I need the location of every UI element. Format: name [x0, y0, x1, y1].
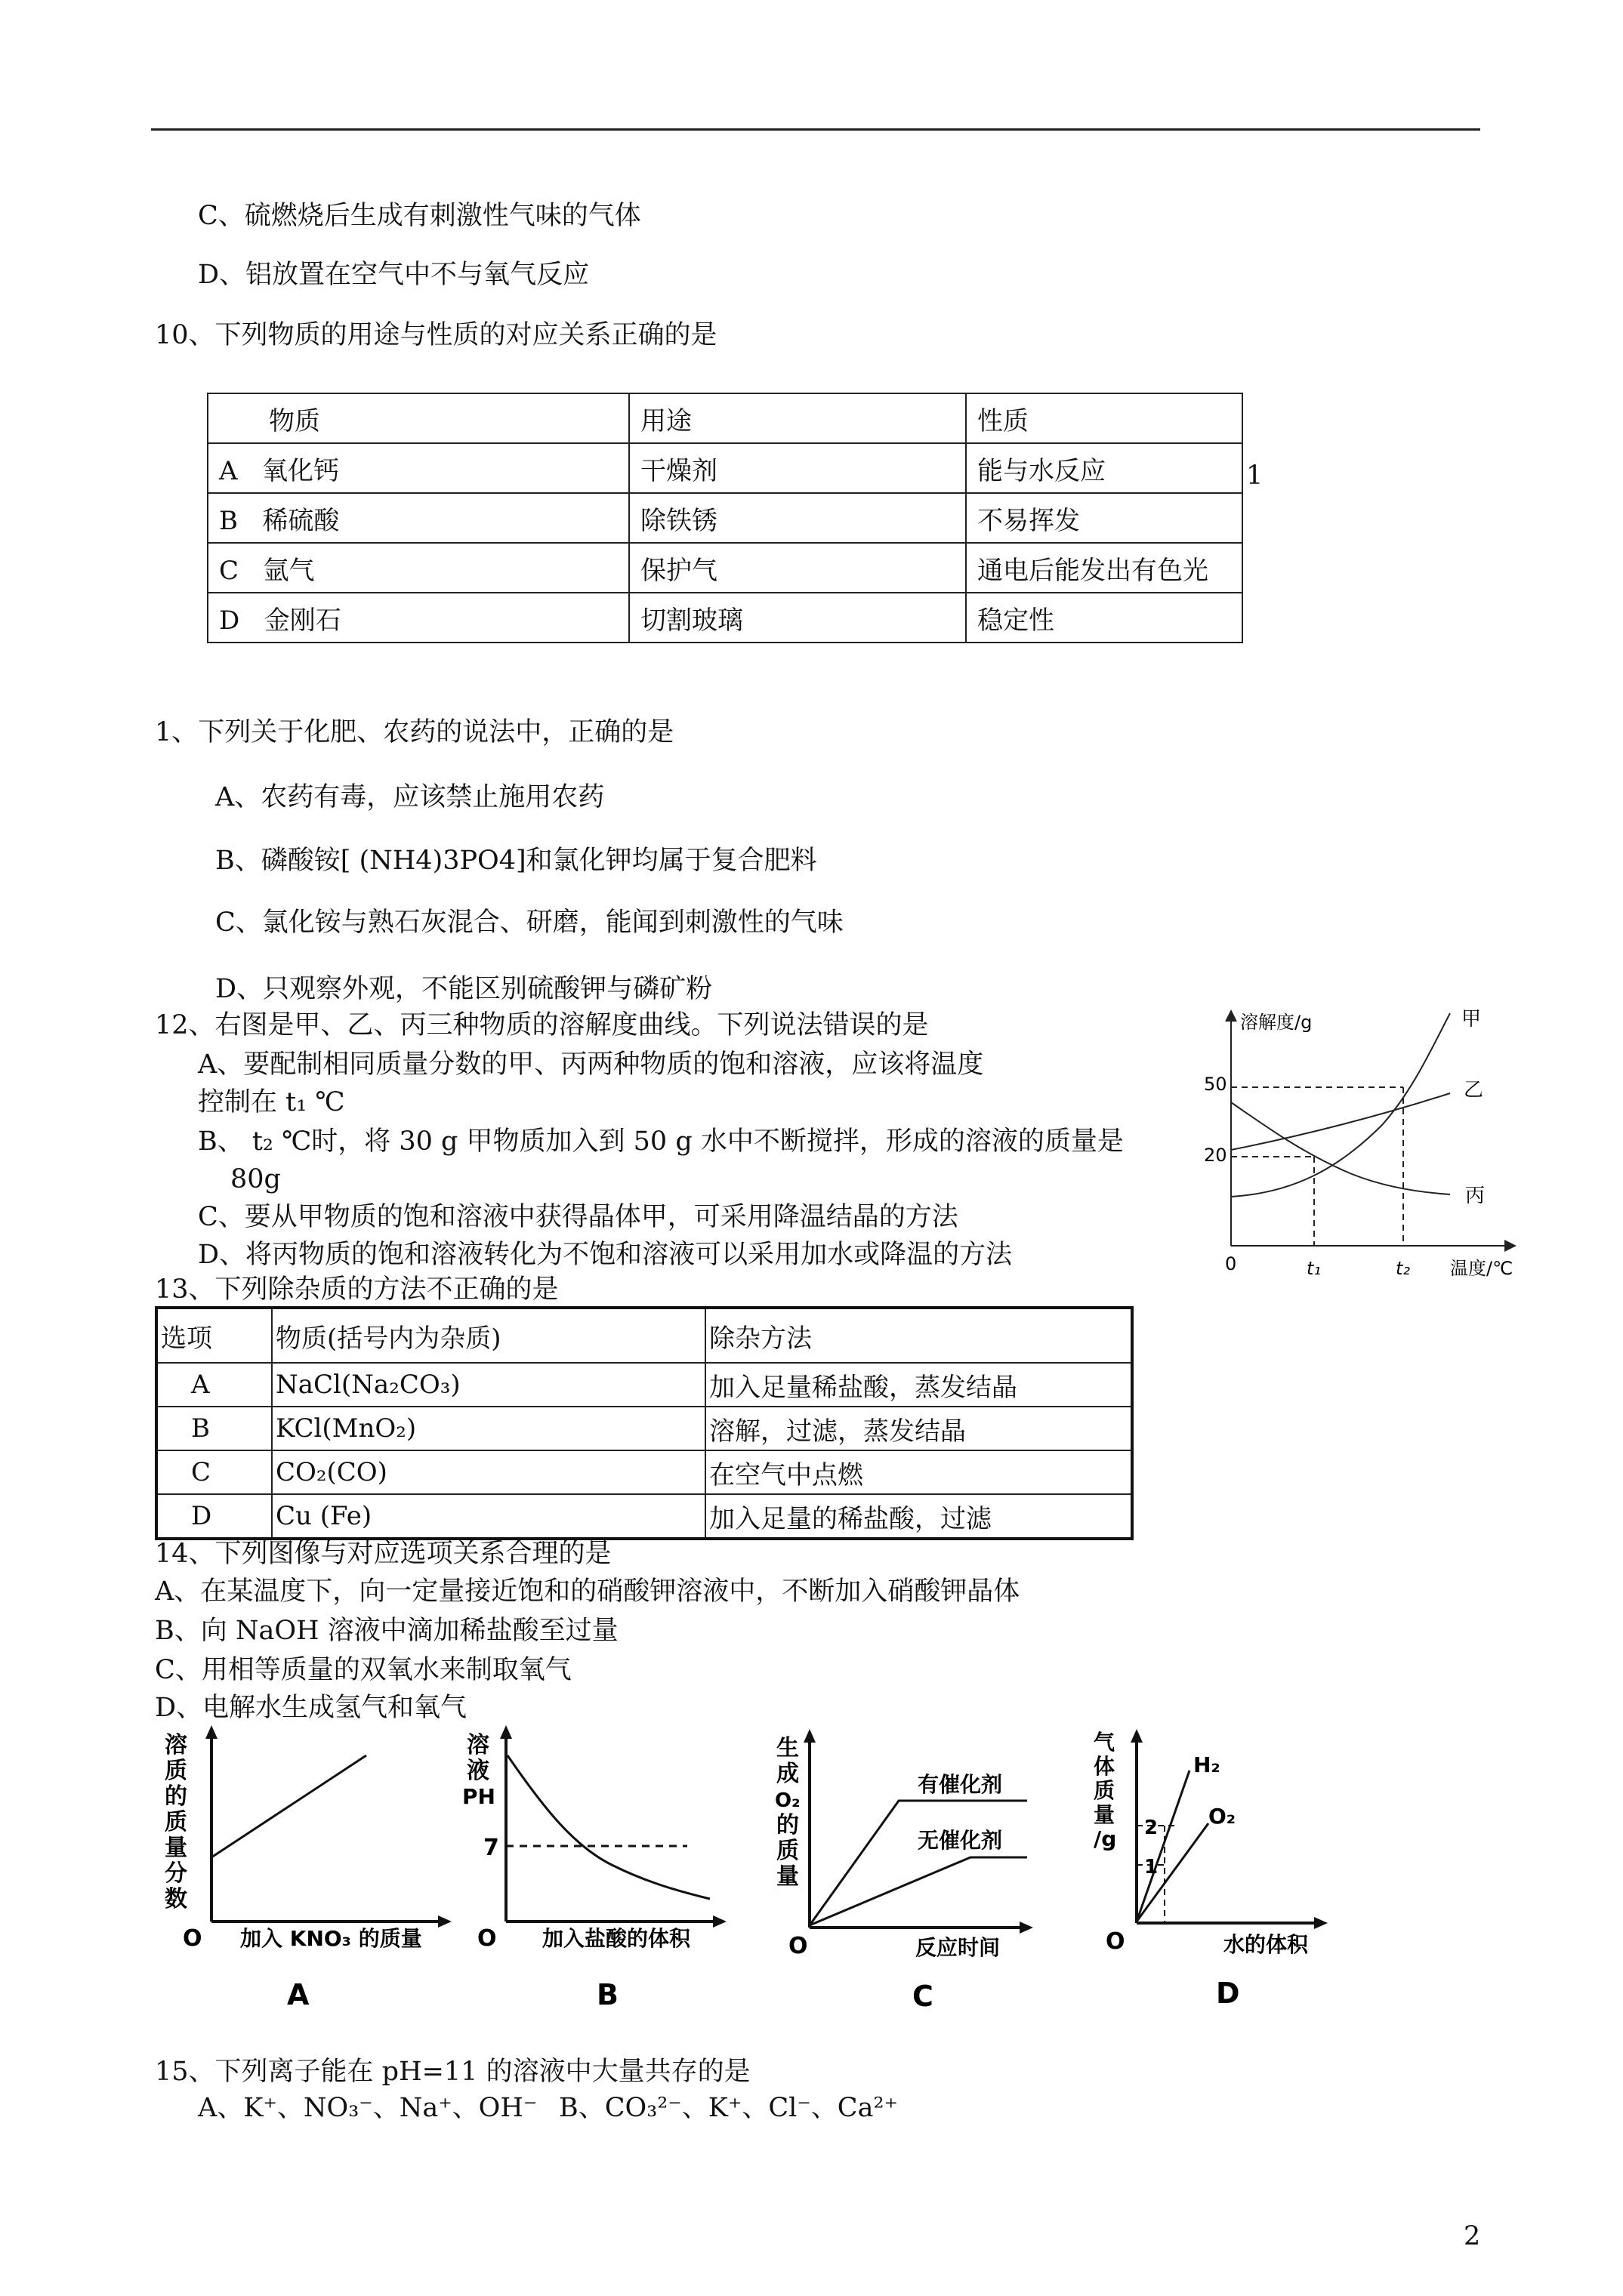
svg-text:量: 量 — [776, 1863, 799, 1890]
figure-d — [1080, 1725, 1337, 2012]
table-cell: D — [156, 1494, 272, 1539]
table-cell: A — [156, 1363, 272, 1407]
svg-text:的: 的 — [776, 1812, 799, 1838]
q14-option-a: A、在某温度下，向一定量接近饱和的硝酸钾溶液中，不断加入硝酸钾晶体 — [155, 1576, 1020, 1607]
q12-stem: 12、右图是甲、乙、丙三种物质的溶解度曲线。下列说法错误的是 — [155, 1010, 929, 1040]
margin-mark: 1 — [1246, 461, 1264, 491]
tick-label: 1 — [1144, 1856, 1159, 1878]
y-tick-label: 50 — [1204, 1074, 1227, 1095]
table-cell: D 金刚石 — [208, 593, 629, 643]
table-row — [156, 1494, 1132, 1539]
series-label: O₂ — [1208, 1804, 1236, 1829]
table-row — [208, 543, 1242, 593]
x-axis-label: 温度/℃ — [1450, 1258, 1513, 1279]
table-cell: A 氧化钙 — [208, 443, 629, 493]
series-bing-curve — [1231, 1102, 1450, 1194]
figure-b-ylabel: PH — [462, 1784, 495, 1809]
series-label: 无催化剂 — [918, 1828, 1003, 1853]
table-cell: 稳定性 — [966, 593, 1242, 643]
q15-option-a: A、K⁺、NO₃⁻、Na⁺、OH⁻ — [198, 2093, 538, 2123]
q15-option-b: B、CO₃²⁻、K⁺、Cl⁻、Ca²⁺ — [559, 2093, 898, 2123]
y-tick-label: 20 — [1204, 1145, 1227, 1166]
q10-table — [207, 393, 1243, 643]
q12-option-c: C、要从甲物质的饱和溶液中获得晶体甲，可采用降温结晶的方法 — [198, 1202, 958, 1232]
figure-b — [461, 1725, 748, 2012]
q12-option-b-line2: 80g — [230, 1164, 281, 1194]
svg-text:质: 质 — [776, 1838, 799, 1864]
figure-c-xlabel: 反应时间 — [915, 1935, 1001, 1960]
q12-option-a-line2: 控制在 t₁ ℃ — [198, 1087, 345, 1117]
svg-text:体: 体 — [1094, 1754, 1115, 1779]
table-cell: C 氩气 — [208, 543, 629, 593]
svg-text:溶: 溶 — [165, 1732, 187, 1758]
table-header-row — [208, 393, 1242, 443]
origin-label: O — [788, 1933, 808, 1959]
svg-text:的: 的 — [165, 1783, 187, 1810]
table-cell: 切割玻璃 — [629, 593, 966, 643]
arrow-icon — [205, 1725, 218, 1739]
q14-stem: 14、下列图像与对应选项关系合理的是 — [155, 1539, 612, 1569]
table-cell: 除铁锈 — [629, 493, 966, 543]
q11-stem: 1、下列关于化肥、农药的说法中，正确的是 — [155, 717, 674, 747]
q12-option-b-line1: B、 t₂ ℃时，将 30 g 甲物质加入到 50 g 水中不断搅拌，形成的溶液的质量是 — [198, 1126, 1124, 1157]
origin-label: O — [477, 1925, 497, 1952]
solubility-chart — [1201, 1004, 1518, 1291]
origin-label: 0 — [1225, 1253, 1237, 1274]
arrow-icon — [438, 1915, 452, 1928]
table-header-cell: 性质 — [966, 393, 1242, 443]
y-axis-label: 溶解度/g — [1240, 1012, 1313, 1033]
svg-text:生: 生 — [776, 1735, 799, 1761]
q9-option-c: C、硫燃烧后生成有刺激性气味的气体 — [198, 201, 641, 231]
figure-a-ylabel — [165, 1732, 187, 1912]
q12-option-a-line1: A、要配制相同质量分数的甲、丙两种物质的饱和溶液，应该将温度 — [198, 1049, 984, 1080]
table-cell: 不易挥发 — [966, 493, 1242, 543]
svg-text:成: 成 — [776, 1761, 799, 1787]
figure-c — [770, 1725, 1057, 2012]
table-cell: Cu (Fe) — [272, 1494, 705, 1539]
svg-text:O₂: O₂ — [775, 1789, 801, 1812]
table-row — [208, 493, 1242, 543]
table-cell: 加入足量的稀盐酸，过滤 — [705, 1494, 1132, 1539]
q11-option-a: A、农药有毒，应该禁止施用农药 — [215, 782, 605, 812]
page-number: 2 — [1464, 2221, 1481, 2251]
series-label: 乙 — [1464, 1079, 1484, 1102]
table-header-cell: 物质(括号内为杂质) — [272, 1308, 705, 1363]
table-cell: 通电后能发出有色光 — [966, 543, 1242, 593]
arrow-icon — [804, 1729, 816, 1743]
q9-option-d: D、铝放置在空气中不与氧气反应 — [198, 260, 590, 290]
series-yi-curve — [1231, 1093, 1450, 1150]
table-cell: 在空气中点燃 — [705, 1450, 1132, 1494]
figure-b-curve — [508, 1755, 710, 1899]
arrow-icon — [500, 1725, 512, 1739]
q11-option-c: C、氯化铵与熟石灰混合、研磨，能闻到刺激性的气味 — [215, 908, 844, 938]
table-header-cell: 选项 — [156, 1308, 272, 1363]
svg-text:质: 质 — [165, 1809, 187, 1835]
figure-b-xlabel: 加入盐酸的体积 — [542, 1926, 691, 1951]
figure-b-ylabel: 溶 — [467, 1732, 489, 1758]
figure-a-xlabel: 加入 KNO₃ 的质量 — [240, 1926, 422, 1951]
svg-text:/g: /g — [1094, 1826, 1117, 1851]
figure-c-caption: C — [912, 1980, 933, 2012]
q11-option-b: B、磷酸铵[ (NH4)3PO4]和氯化钾均属于复合肥料 — [215, 846, 817, 876]
q12-option-d: D、将丙物质的饱和溶液转化为不饱和溶液可以采用加水或降温的方法 — [198, 1240, 1013, 1270]
figure-a-line — [211, 1755, 366, 1857]
h2-line — [1137, 1771, 1189, 1922]
origin-label: O — [183, 1925, 202, 1952]
table-header-cell: 用途 — [629, 393, 966, 443]
table-cell: 保护气 — [629, 543, 966, 593]
svg-text:量: 量 — [1094, 1802, 1115, 1827]
arrow-icon — [1131, 1729, 1143, 1743]
series-label: H₂ — [1193, 1752, 1220, 1777]
arrow-icon — [713, 1915, 727, 1928]
table-cell: 加入足量稀盐酸，蒸发结晶 — [705, 1363, 1132, 1407]
table-cell: 溶解，过滤，蒸发结晶 — [705, 1407, 1132, 1450]
figure-d-ylabel — [1094, 1730, 1116, 1851]
table-cell: C — [156, 1450, 272, 1494]
q13-stem: 13、下列除杂质的方法不正确的是 — [155, 1274, 559, 1305]
q10-stem: 10、下列物质的用途与性质的对应关系正确的是 — [155, 320, 717, 350]
q14-option-b: B、向 NaOH 溶液中滴加稀盐酸至过量 — [155, 1616, 619, 1646]
table-header-row — [156, 1308, 1132, 1363]
svg-text:气: 气 — [1094, 1730, 1115, 1755]
table-cell: B 稀硫酸 — [208, 493, 629, 543]
table-row — [208, 593, 1242, 643]
x-tick-label: t₁ — [1307, 1258, 1322, 1279]
svg-text:分: 分 — [165, 1860, 187, 1887]
figure-c-ylabel — [775, 1735, 801, 1890]
catalyst-line — [810, 1801, 1027, 1925]
table-row — [156, 1407, 1132, 1450]
arrow-icon — [1314, 1917, 1328, 1929]
figure-a — [159, 1725, 476, 2012]
q14-option-c: C、用相等质量的双氧水来制取氧气 — [155, 1655, 572, 1685]
table-header-cell: 除杂方法 — [705, 1308, 1132, 1363]
q14-option-d: D、电解水生成氢气和氧气 — [155, 1693, 467, 1723]
table-cell: NaCl(Na₂CO₃) — [272, 1363, 705, 1407]
svg-text:数: 数 — [165, 1886, 187, 1912]
figure-d-xlabel: 水的体积 — [1223, 1932, 1309, 1957]
q15-stem: 15、下列离子能在 pH=11 的溶液中大量共存的是 — [155, 2057, 751, 2087]
table-cell: 能与水反应 — [966, 443, 1242, 493]
figure-b-caption: B — [597, 1978, 619, 2011]
svg-text:质: 质 — [165, 1758, 187, 1784]
table-cell: CO₂(CO) — [272, 1450, 705, 1494]
figure-b-ylabel: 液 — [467, 1758, 489, 1784]
x-tick-label: t₂ — [1396, 1258, 1411, 1279]
q11-option-d: D、只观察外观，不能区别硫酸钾与磷矿粉 — [215, 974, 713, 1004]
series-label: 甲 — [1461, 1008, 1482, 1031]
table-row — [208, 443, 1242, 493]
table-cell: B — [156, 1407, 272, 1450]
series-label: 有催化剂 — [918, 1772, 1003, 1797]
series-label: 丙 — [1465, 1185, 1486, 1207]
svg-text:量: 量 — [165, 1835, 187, 1861]
figure-d-caption: D — [1216, 1977, 1240, 2010]
figure-a-caption: A — [287, 1978, 310, 2011]
origin-label: O — [1106, 1928, 1125, 1955]
arrow-icon — [1020, 1922, 1033, 1934]
tick-label: 2 — [1144, 1817, 1159, 1839]
tick-label: 7 — [483, 1835, 499, 1861]
svg-text:质: 质 — [1094, 1778, 1115, 1803]
no-catalyst-line — [810, 1857, 1027, 1925]
header-rule — [151, 128, 1480, 131]
table-row — [156, 1450, 1132, 1494]
table-header-cell: 物质 — [208, 393, 629, 443]
table-row — [156, 1363, 1132, 1407]
table-cell: 干燥剂 — [629, 443, 966, 493]
q13-table — [155, 1306, 1134, 1540]
table-cell: KCl(MnO₂) — [272, 1407, 705, 1450]
